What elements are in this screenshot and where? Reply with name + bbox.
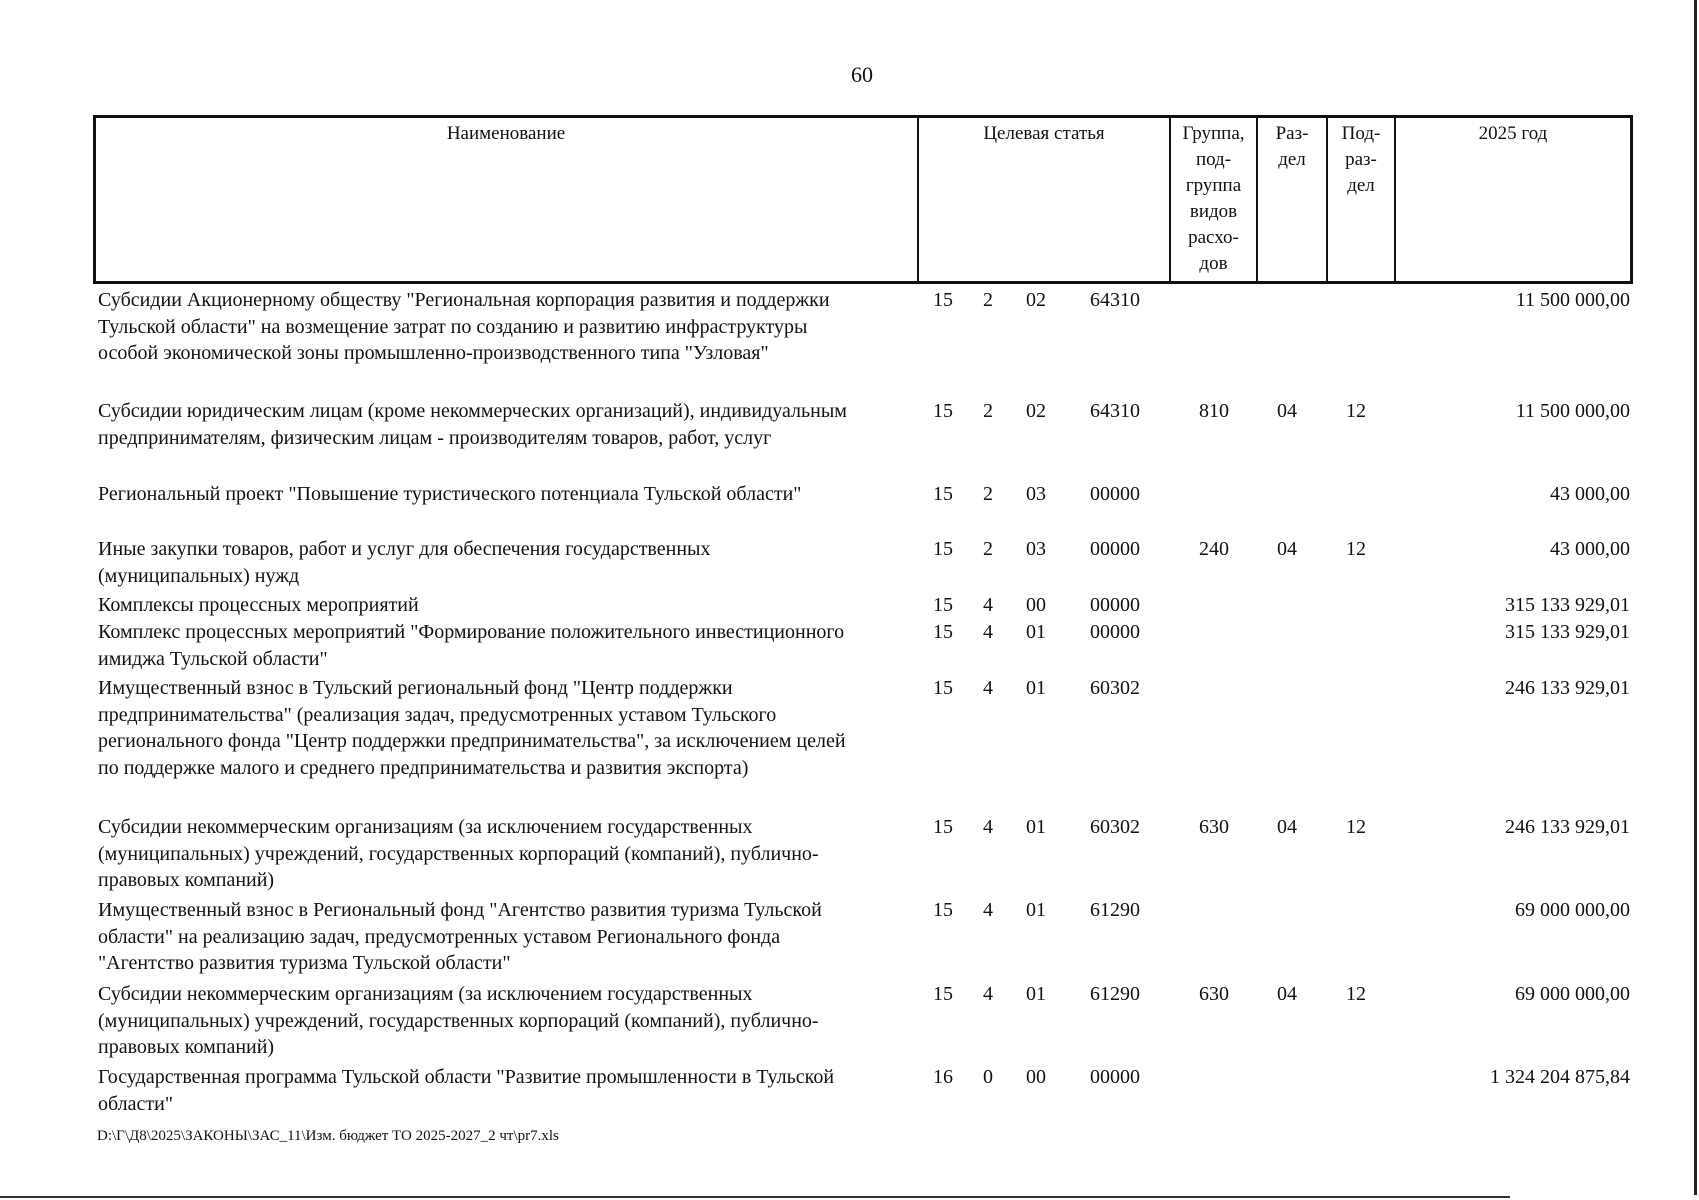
row-subprogram: 2	[983, 289, 993, 311]
row-direction: 00000	[1090, 621, 1140, 643]
row-direction: 61290	[1090, 899, 1140, 921]
row-amount: 315 133 929,01	[1505, 621, 1630, 643]
row-direction: 60302	[1090, 816, 1140, 838]
row-name: Государственная программа Тульской области "Развитие промышленности в Тульской области"	[98, 1066, 835, 1115]
row-event: 01	[1026, 899, 1046, 921]
row-section: 04	[1277, 538, 1297, 560]
row-program: 15	[933, 677, 953, 699]
row-name: Субсидии Акционерному обществу "Региональная корпорация развития и поддержки Тульской области" на возмещение затрат по созданию и развитию инфраструктуры особой экономической зоны промышленно-производственного типа "Узловая"	[98, 289, 830, 364]
header-year: 2025 год	[1478, 123, 1548, 144]
row-subprogram: 4	[983, 677, 993, 699]
row-event: 02	[1026, 289, 1046, 311]
row-name: Комплекс процессных мероприятий "Формирование положительного инвестиционного имиджа Тульской области"	[98, 621, 845, 670]
page-edge	[1694, 0, 1697, 1195]
row-amount: 1 324 204 875,84	[1490, 1066, 1630, 1088]
row-amount: 11 500 000,00	[1515, 400, 1630, 422]
row-group: 240	[1199, 538, 1229, 560]
row-program: 16	[933, 1066, 953, 1088]
row-event: 03	[1026, 538, 1046, 560]
row-subprogram: 2	[983, 483, 993, 505]
row-subprogram: 2	[983, 400, 993, 422]
row-amount: 246 133 929,01	[1505, 677, 1630, 699]
row-event: 01	[1026, 816, 1046, 838]
row-program: 15	[933, 289, 953, 311]
row-event: 02	[1026, 400, 1046, 422]
row-program: 15	[933, 983, 953, 1005]
row-event: 01	[1026, 621, 1046, 643]
row-direction: 64310	[1090, 400, 1140, 422]
row-subsection: 12	[1346, 400, 1366, 422]
row-subprogram: 4	[983, 983, 993, 1005]
page-number: 60	[851, 62, 873, 87]
file-path: D:\Г\Д8\2025\ЗАКОНЫ\ЗАС_11\Изм. бюджет ТО 2025-2027_2 чт\pr7.xls	[97, 1128, 559, 1144]
row-program: 15	[933, 899, 953, 921]
row-name: Региональный проект "Повышение туристического потенциала Тульской области"	[98, 483, 802, 505]
row-subprogram: 4	[983, 899, 993, 921]
row-amount: 43 000,00	[1550, 483, 1630, 505]
row-event: 01	[1026, 983, 1046, 1005]
row-section: 04	[1277, 816, 1297, 838]
row-direction: 00000	[1090, 538, 1140, 560]
row-direction: 00000	[1090, 594, 1140, 616]
row-subsection: 12	[1346, 538, 1366, 560]
row-program: 15	[933, 400, 953, 422]
row-name: Имущественный взнос в Региональный фонд "Агентство развития туризма Тульской области" на реализацию задач, предусмотренных уставом Регионального фонда "Агентство развития туризма Тульской области"	[98, 899, 822, 974]
row-direction: 00000	[1090, 1066, 1140, 1088]
row-subprogram: 2	[983, 538, 993, 560]
row-group: 630	[1199, 816, 1229, 838]
row-amount: 43 000,00	[1550, 538, 1630, 560]
row-name: Комплексы процессных мероприятий	[98, 594, 419, 616]
row-name: Субсидии некоммерческим организациям (за исключением государственных (муниципальных) учреждений, государственных корпораций (компаний), публично- правовых компаний)	[98, 983, 819, 1058]
row-program: 15	[933, 621, 953, 643]
row-amount: 11 500 000,00	[1515, 289, 1630, 311]
row-amount: 246 133 929,01	[1505, 816, 1630, 838]
row-program: 15	[933, 538, 953, 560]
row-amount: 315 133 929,01	[1505, 594, 1630, 616]
header-expense-group: Группа, под- группа видов расхо- дов	[1182, 123, 1245, 274]
row-subsection: 12	[1346, 816, 1366, 838]
row-direction: 64310	[1090, 289, 1140, 311]
row-section: 04	[1277, 400, 1297, 422]
row-section: 04	[1277, 983, 1297, 1005]
header-section: Раз- дел	[1275, 123, 1309, 170]
row-name: Субсидии некоммерческим организациям (за исключением государственных (муниципальных) учреждений, государственных корпораций (компаний), публично- правовых компаний)	[98, 816, 819, 891]
row-subprogram: 4	[983, 594, 993, 616]
header-name: Наименование	[446, 123, 566, 144]
row-group: 630	[1199, 983, 1229, 1005]
row-amount: 69 000 000,00	[1515, 983, 1630, 1005]
row-amount: 69 000 000,00	[1515, 899, 1630, 921]
row-subsection: 12	[1346, 983, 1366, 1005]
row-name: Имущественный взнос в Тульский региональный фонд "Центр поддержки предпринимательства" (реализация задач, предусмотренных уставом Тульского регионального фонда "Центр поддержки предпринимательства", за исключением целей по поддержке малого и среднего предпринимательства и развития экспорта)	[98, 677, 846, 779]
row-direction: 61290	[1090, 983, 1140, 1005]
row-name: Иные закупки товаров, работ и услуг для обеспечения государственных (муниципальных) нужд	[98, 538, 711, 587]
row-event: 00	[1026, 1066, 1046, 1088]
row-event: 00	[1026, 594, 1046, 616]
row-program: 15	[933, 483, 953, 505]
row-program: 15	[933, 816, 953, 838]
header-subsection: Под- раз- дел	[1341, 123, 1381, 196]
row-program: 15	[933, 594, 953, 616]
row-subprogram: 4	[983, 816, 993, 838]
row-direction: 60302	[1090, 677, 1140, 699]
row-direction: 00000	[1090, 483, 1140, 505]
row-subprogram: 0	[983, 1066, 993, 1088]
row-event: 01	[1026, 677, 1046, 699]
row-group: 810	[1199, 400, 1229, 422]
header-target-article: Целевая статья	[983, 123, 1105, 144]
row-name: Субсидии юридическим лицам (кроме некоммерческих организаций), индивидуальным предпринимателям, физическим лицам - производителям товаров, работ, услуг	[98, 400, 847, 449]
row-subprogram: 4	[983, 621, 993, 643]
page-bottom-rule	[0, 1196, 1510, 1198]
row-event: 03	[1026, 483, 1046, 505]
